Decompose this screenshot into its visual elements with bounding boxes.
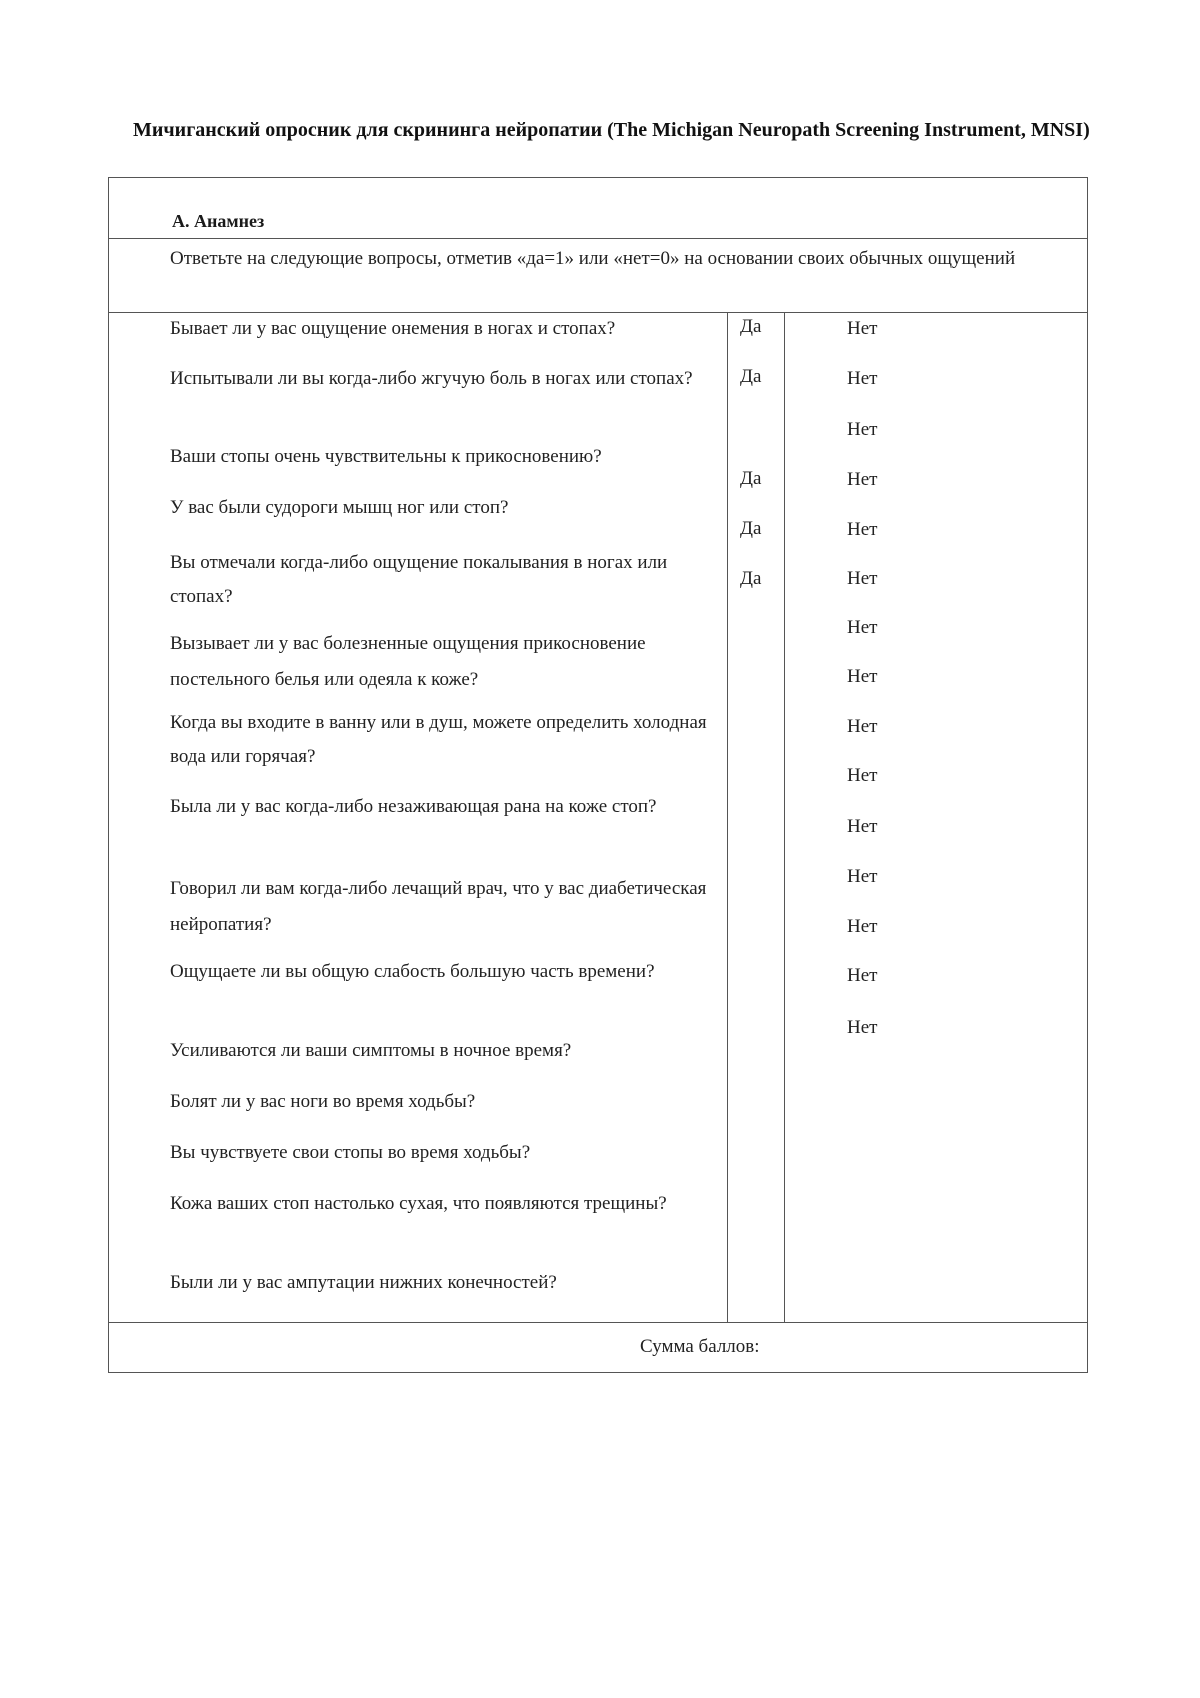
no-label: Нет: [847, 469, 878, 490]
no-label: Нет: [847, 965, 878, 986]
no-label: Нет: [847, 368, 878, 389]
question-8: Была ли у вас когда-либо незаживающая рана на коже стоп?: [170, 796, 657, 817]
yes-label: Да: [740, 518, 762, 539]
no-label: Нет: [847, 318, 878, 339]
yes-label: Да: [740, 316, 762, 337]
yes-column-divider-right: [784, 312, 785, 1322]
no-label: Нет: [847, 866, 878, 887]
yes-label: Да: [740, 568, 762, 589]
question-2: Испытывали ли вы когда-либо жгучую боль в ногах или стопах?: [170, 368, 693, 389]
section-title: А. Анамнез: [172, 211, 265, 231]
no-label: Нет: [847, 519, 878, 540]
question-11: Усиливаются ли ваши симптомы в ночное время?: [170, 1040, 572, 1061]
instruction-text: Ответьте на следующие вопросы, отметив «да=1» или «нет=0» на основании своих обычных ощущений: [170, 248, 1016, 269]
no-label: Нет: [847, 617, 878, 638]
question-9: Говорил ли вам когда-либо лечащий врач, что у вас диабетическая нейропатия?: [170, 878, 707, 935]
question-12: Болят ли у вас ноги во время ходьбы?: [170, 1091, 476, 1112]
question-10: Ощущаете ли вы общую слабость большую часть времени?: [170, 961, 655, 982]
yes-label: Да: [740, 468, 762, 489]
no-label: Нет: [847, 765, 878, 786]
no-label: Нет: [847, 666, 878, 687]
question-7: Когда вы входите в ванну или в душ, можете определить холодная вода или горячая?: [170, 712, 707, 767]
no-label: Нет: [847, 816, 878, 837]
no-label: Нет: [847, 1017, 878, 1038]
question-4: У вас были судороги мышц ног или стоп?: [170, 497, 509, 518]
question-3: Ваши стопы очень чувствительны к прикосновению?: [170, 446, 602, 467]
no-label: Нет: [847, 916, 878, 937]
no-label: Нет: [847, 716, 878, 737]
question-1: Бывает ли у вас ощущение онемения в ногах и стопах?: [170, 318, 616, 339]
no-label: Нет: [847, 568, 878, 589]
section-divider: [108, 238, 1088, 239]
question-13: Вы чувствуете свои стопы во время ходьбы?: [170, 1142, 531, 1163]
question-14: Кожа ваших стоп настолько сухая, что появляются трещины?: [170, 1193, 667, 1214]
question-5: Вы отмечали когда-либо ощущение покалывания в ногах или стопах?: [170, 552, 668, 607]
yes-column-divider-left: [727, 312, 728, 1322]
no-label: Нет: [847, 419, 878, 440]
total-score-label: Сумма баллов:: [640, 1336, 760, 1357]
yes-label: Да: [740, 366, 762, 387]
question-6: Вызывает ли у вас болезненные ощущения прикосновение постельного белья или одеяла к коже?: [170, 633, 646, 690]
instruction-divider: [108, 312, 1088, 313]
sum-divider: [108, 1322, 1088, 1323]
question-15: Были ли у вас ампутации нижних конечностей?: [170, 1272, 557, 1293]
document-title: Мичиганский опросник для скрининга нейропатии (The Michigan Neuropath Screening Instrument, MNSI): [133, 119, 1090, 141]
